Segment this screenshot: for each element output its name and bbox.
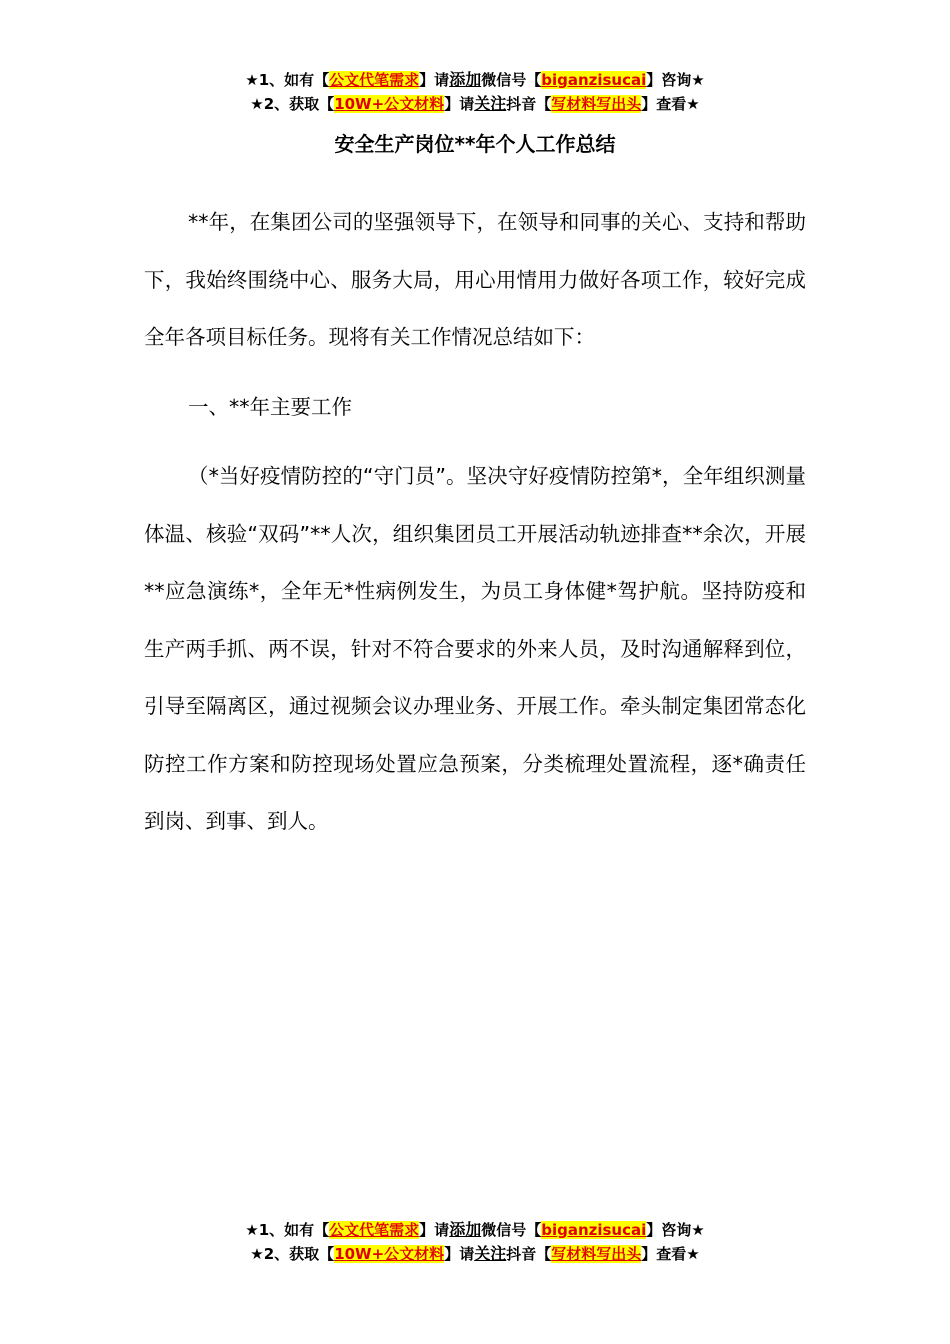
- intro-paragraph: **年，在集团公司的坚强领导下，在领导和同事的关心、支持和帮助下，我始终围绕中心、服务大局，用心用情用力做好各项工作，较好完成全年各项目标任务。现将有关工作情况总结如下：: [144, 210, 806, 349]
- document-body: [144, 194, 806, 863]
- banner-text: ★2、获取【: [250, 95, 335, 113]
- banner-line-2: [0, 92, 950, 116]
- banner-text: 抖音【: [506, 1245, 552, 1263]
- banner-line-1: [0, 1218, 950, 1242]
- document-title: 安全生产岗位**年个人工作总结: [334, 132, 616, 156]
- top-banner: [0, 68, 950, 116]
- body-paragraph: （*当好疫情防控的“守门员”。坚决守好疫情防控第*，全年组织测量体温、核验“双码”**人次，组织集团员工开展活动轨迹排查**余次，开展**应急演练*，全年无*性病例发生，为员工身体健*驾护航。坚持防疫和生产两手抓、两不误，针对不符合要求的外来人员，及时沟通解释到位，引导至隔离区，通过视频会议办理业务、开展工作。牵头制定集团常态化防控工作方案和防控现场处置应急预案，分类梳理处置流程，逐*确责任到岗、到事、到人。: [144, 464, 806, 833]
- banner-text: 】咨询★: [646, 1221, 705, 1239]
- banner-text: 微信号【: [481, 1221, 542, 1239]
- banner-text: 】请: [444, 95, 475, 113]
- banner-text: ★1、如有【: [245, 71, 330, 89]
- banner-text: 】请: [444, 1245, 475, 1263]
- banner-text: 】请: [419, 71, 450, 89]
- banner-highlight: 公文代笔需求: [329, 71, 420, 89]
- banner-highlight: 公文代笔需求: [329, 1221, 420, 1239]
- banner-highlight: biganzisucai: [541, 71, 647, 89]
- banner-emphasis: 关注: [474, 1244, 507, 1263]
- banner-text: 】请: [419, 1221, 450, 1239]
- banner-highlight: 写材料写出头: [551, 1245, 642, 1263]
- banner-text: 】查看★: [641, 1245, 700, 1263]
- banner-text: 】咨询★: [646, 71, 705, 89]
- banner-highlight: 10W+公文材料: [334, 1245, 445, 1263]
- banner-highlight: 10W+公文材料: [334, 95, 445, 113]
- banner-emphasis: 添加: [449, 1220, 482, 1239]
- banner-emphasis: 添加: [449, 70, 482, 89]
- section-heading: 一、**年主要工作: [188, 394, 352, 419]
- banner-text: ★2、获取【: [250, 1245, 335, 1263]
- banner-text: 微信号【: [481, 71, 542, 89]
- banner-emphasis: 关注: [474, 94, 507, 113]
- banner-text: 】查看★: [641, 95, 700, 113]
- banner-text: 抖音【: [506, 95, 552, 113]
- banner-highlight: biganzisucai: [541, 1221, 647, 1239]
- banner-line-2: [0, 1242, 950, 1266]
- bottom-banner: [0, 1218, 950, 1266]
- banner-line-1: [0, 68, 950, 92]
- banner-text: ★1、如有【: [245, 1221, 330, 1239]
- banner-highlight: 写材料写出头: [551, 95, 642, 113]
